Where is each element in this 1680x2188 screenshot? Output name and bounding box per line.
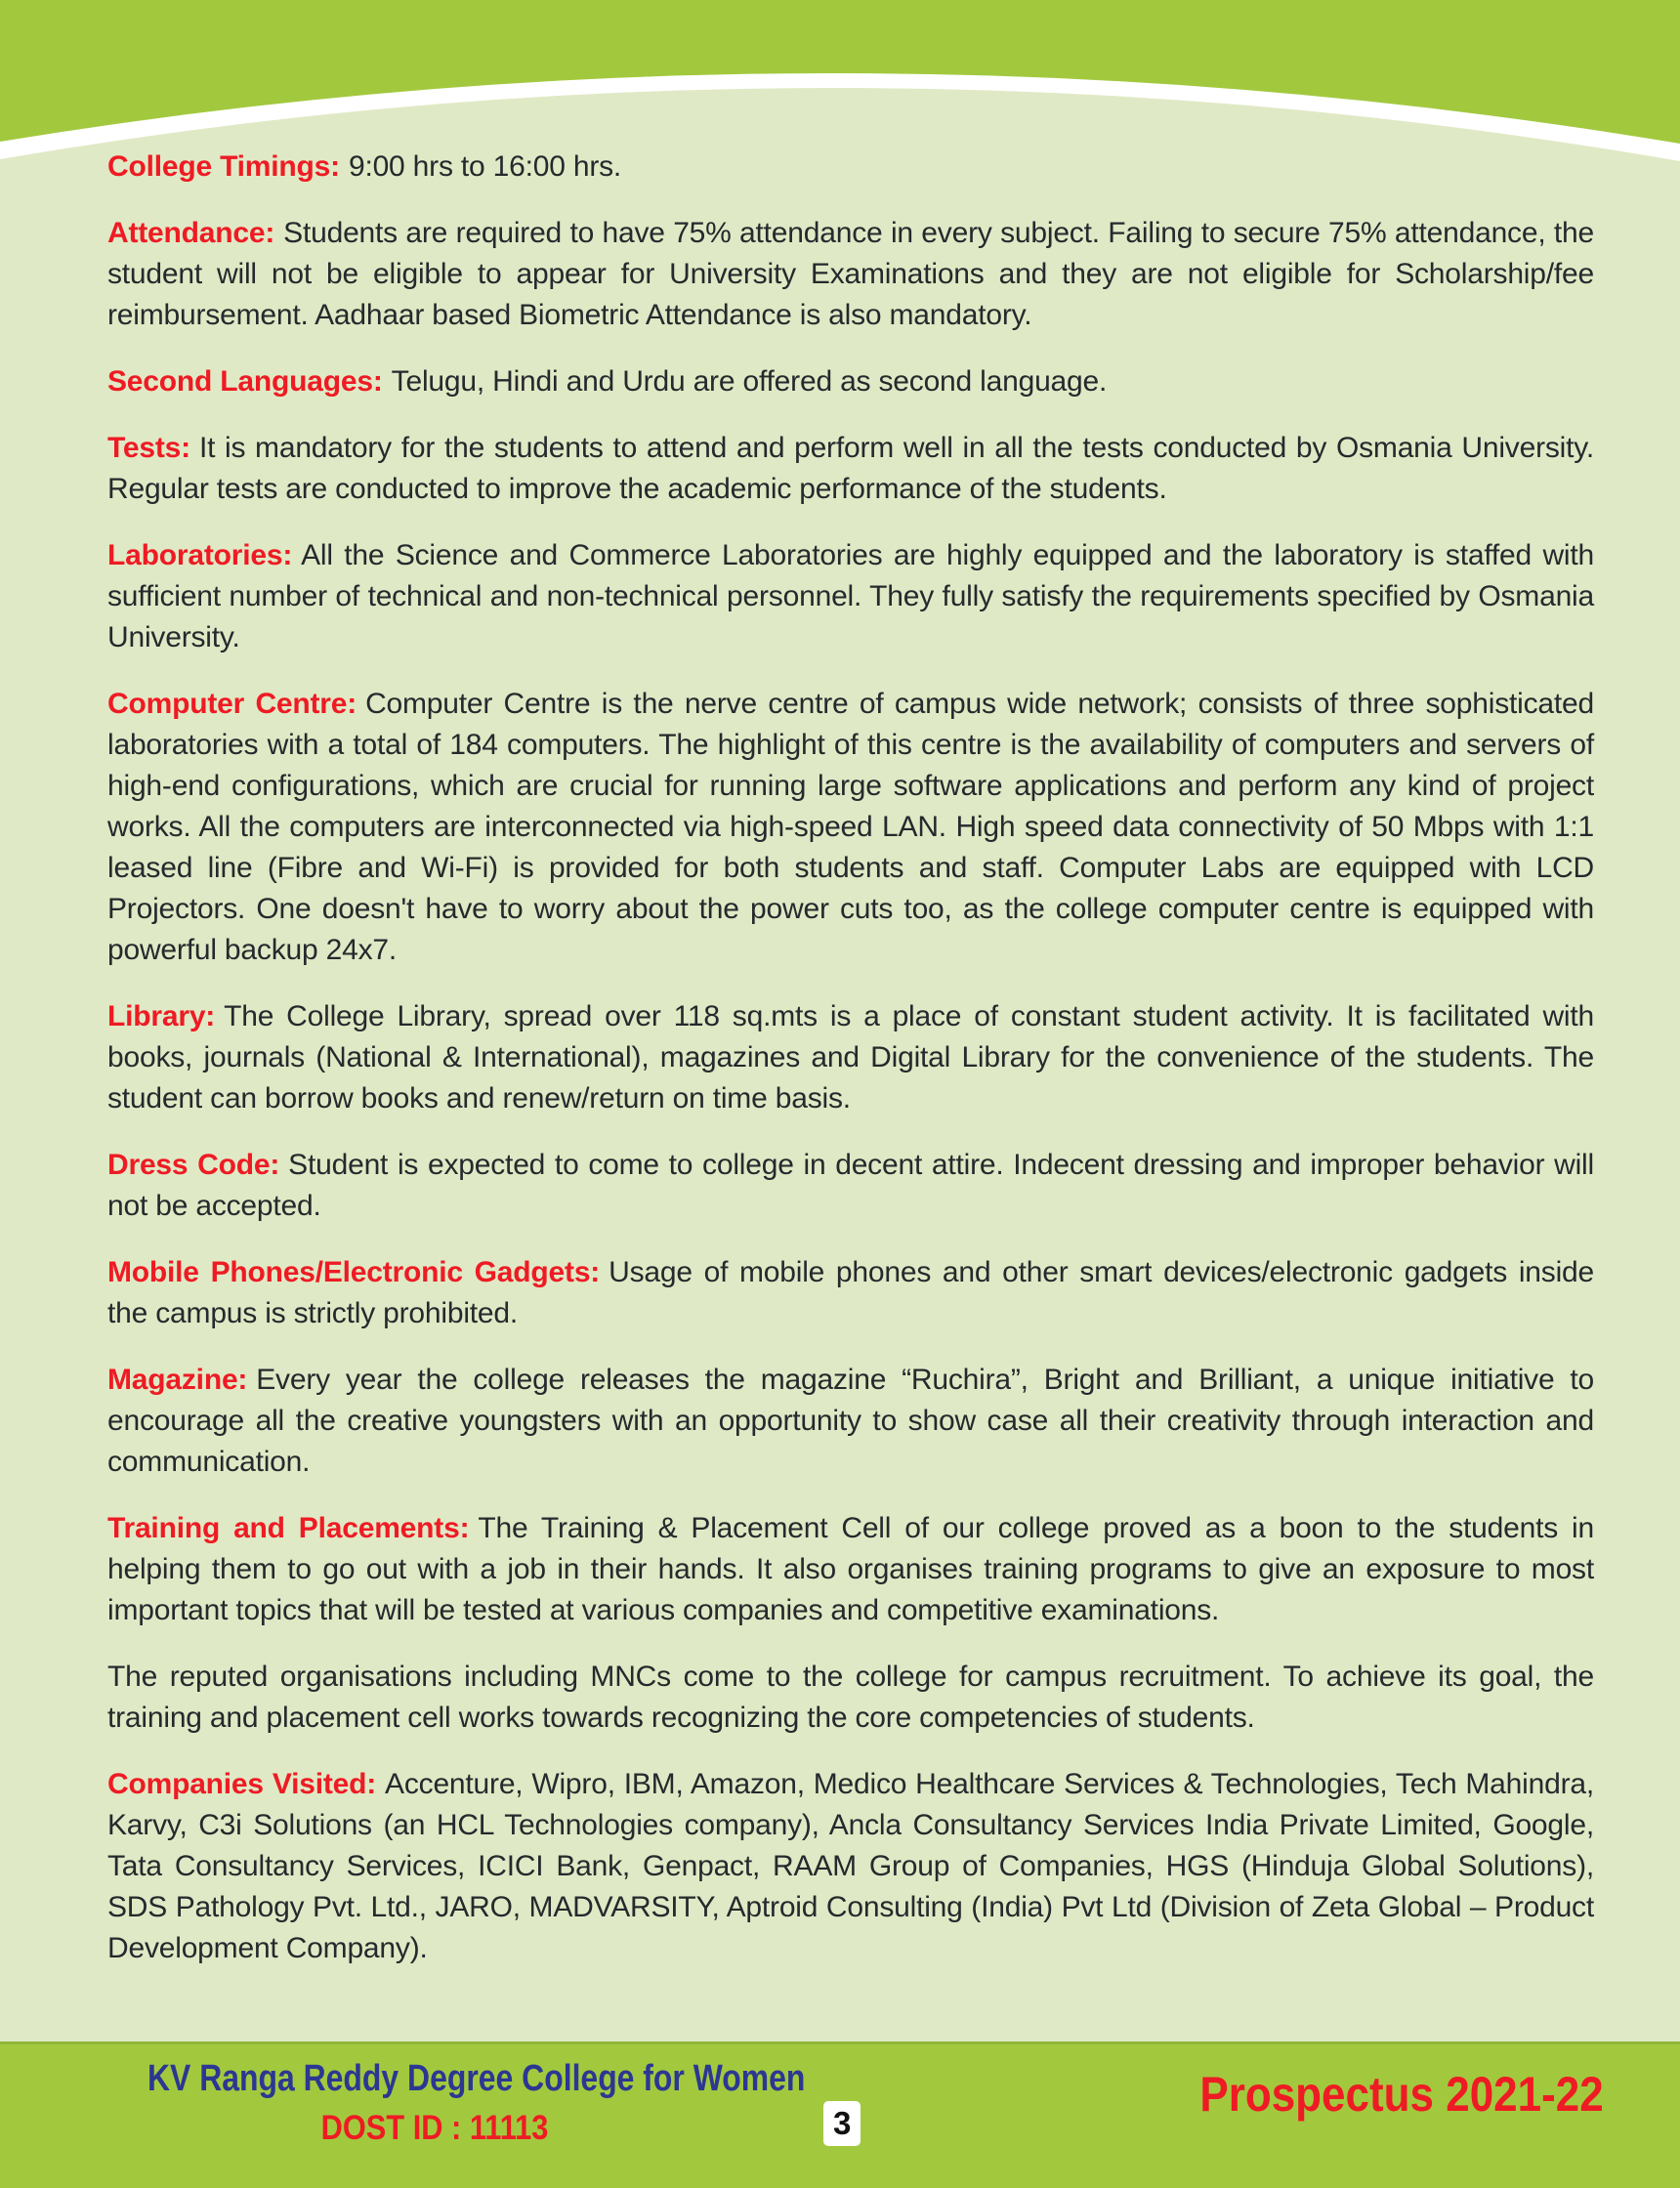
section-heading: Magazine:: [107, 1364, 248, 1396]
section-magazine: [107, 1360, 1594, 1483]
section-second-languages: [107, 361, 1594, 402]
section-library: [107, 996, 1594, 1119]
section-heading: College Timings:: [107, 150, 340, 183]
section-dress-code: [107, 1145, 1594, 1227]
section-companies-visited: [107, 1764, 1594, 1969]
section-body: 9:00 hrs to 16:00 hrs.: [348, 150, 622, 183]
section-heading: Computer Centre:: [107, 688, 357, 720]
page-footer: [0, 2041, 1680, 2188]
section-heading: Second Languages:: [107, 365, 383, 398]
section-body: Students are required to have 75% attendance in every subject. Failing to secure 75% attendance, the student will not be eligible to appear for University Examinations and they are not eligible for Scholarship/fee reimbursement. Aadhaar based Biometric Attendance is also mandatory.: [107, 217, 1594, 331]
section-body: The College Library, spread over 118 sq.mts is a place of constant student activity. It is facilitated with books, journals (National & International), magazines and Digital Library for the convenience of the students. The student can borrow books and renew/return on time basis.: [107, 1000, 1594, 1115]
section-heading: Mobile Phones/Electronic Gadgets:: [107, 1256, 601, 1288]
section-body: The reputed organisations including MNCs come to the college for campus recruitment. To achieve its goal, the training and placement cell works towards recognizing the core competencies of students.: [107, 1661, 1594, 1734]
section-heading: Training and Placements:: [107, 1512, 470, 1544]
prospectus-title: Prospectus 2021-22: [1199, 2067, 1604, 2122]
page-content: [107, 147, 1594, 1995]
section-college-timings: [107, 147, 1594, 188]
page-number-badge: 3: [823, 2101, 861, 2146]
college-name: KV Ranga Reddy Degree College for Women: [147, 2058, 806, 2099]
section-body: Computer Centre is the nerve centre of campus wide network; consists of three sophisticated laboratories with a total of 184 computers. The highlight of this centre is the availability of computers and servers of high-end configurations, which are crucial for running large software applications and perform any kind of project works. All the computers are interconnected via high-speed LAN. High speed data connectivity of 50 Mbps with 1:1 leased line (Fibre and Wi-Fi) is provided for both students and staff. Computer Labs are equipped with LCD Projectors. One doesn't have to worry about the power cuts too, as the college computer centre is equipped with powerful backup 24x7.: [107, 688, 1594, 966]
section-mobile-phones: [107, 1252, 1594, 1334]
section-heading: Laboratories:: [107, 539, 293, 571]
section-heading: Companies Visited:: [107, 1768, 377, 1800]
section-body: It is mandatory for the students to attend and perform well in all the tests conducted by Osmania University. Regular tests are conducted to improve the academic performance of the students.: [107, 432, 1594, 505]
dost-id: DOST ID : 11113: [320, 2109, 549, 2147]
footer-college-block: [93, 2058, 806, 2148]
section-body: Accenture, Wipro, IBM, Amazon, Medico Healthcare Services & Technologies, Tech Mahindra, Karvy, C3i Solutions (an HCL Technologies company), Ancla Consultancy Services India Private Limited, Google, Tata Consultancy Services, ICICI Bank, Genpact, RAAM Group of Companies, HGS (Hinduja Global Solutions), SDS Pathology Pvt. Ltd., JARO, MADVARSITY, Aptroid Consulting (India) Pvt Ltd (Division of Zeta Global – Product Development Company).: [107, 1768, 1594, 1964]
section-campus-recruitment: [107, 1657, 1594, 1739]
section-heading: Dress Code:: [107, 1149, 280, 1181]
section-body: Every year the college releases the magazine “Ruchira”, Bright and Brilliant, a unique initiative to encourage all the creative youngsters with an opportunity to show case all their creativity through interaction and communication.: [107, 1364, 1594, 1478]
section-attendance: [107, 213, 1594, 336]
section-body: Telugu, Hindi and Urdu are offered as second language.: [391, 365, 1108, 398]
section-heading: Library:: [107, 1000, 216, 1032]
section-computer-centre: [107, 684, 1594, 971]
section-heading: Attendance:: [107, 217, 275, 249]
section-tests: [107, 428, 1594, 510]
section-body: Student is expected to come to college in decent attire. Indecent dressing and improper behavior will not be accepted.: [107, 1149, 1594, 1222]
section-training-placements: [107, 1508, 1594, 1631]
section-heading: Tests:: [107, 432, 190, 464]
section-body: The Training & Placement Cell of our college proved as a boon to the students in helping them to go out with a job in their hands. It also organises training programs to give an exposure to most important topics that will be tested at various companies and competitive examinations.: [107, 1512, 1595, 1626]
section-body: All the Science and Commerce Laboratories are highly equipped and the laboratory is staffed with sufficient number of technical and non-technical personnel. They fully satisfy the requirements specified by Osmania University.: [107, 539, 1594, 653]
section-body: Usage of mobile phones and other smart devices/electronic gadgets inside the campus is strictly prohibited.: [107, 1256, 1595, 1329]
section-laboratories: [107, 535, 1594, 658]
